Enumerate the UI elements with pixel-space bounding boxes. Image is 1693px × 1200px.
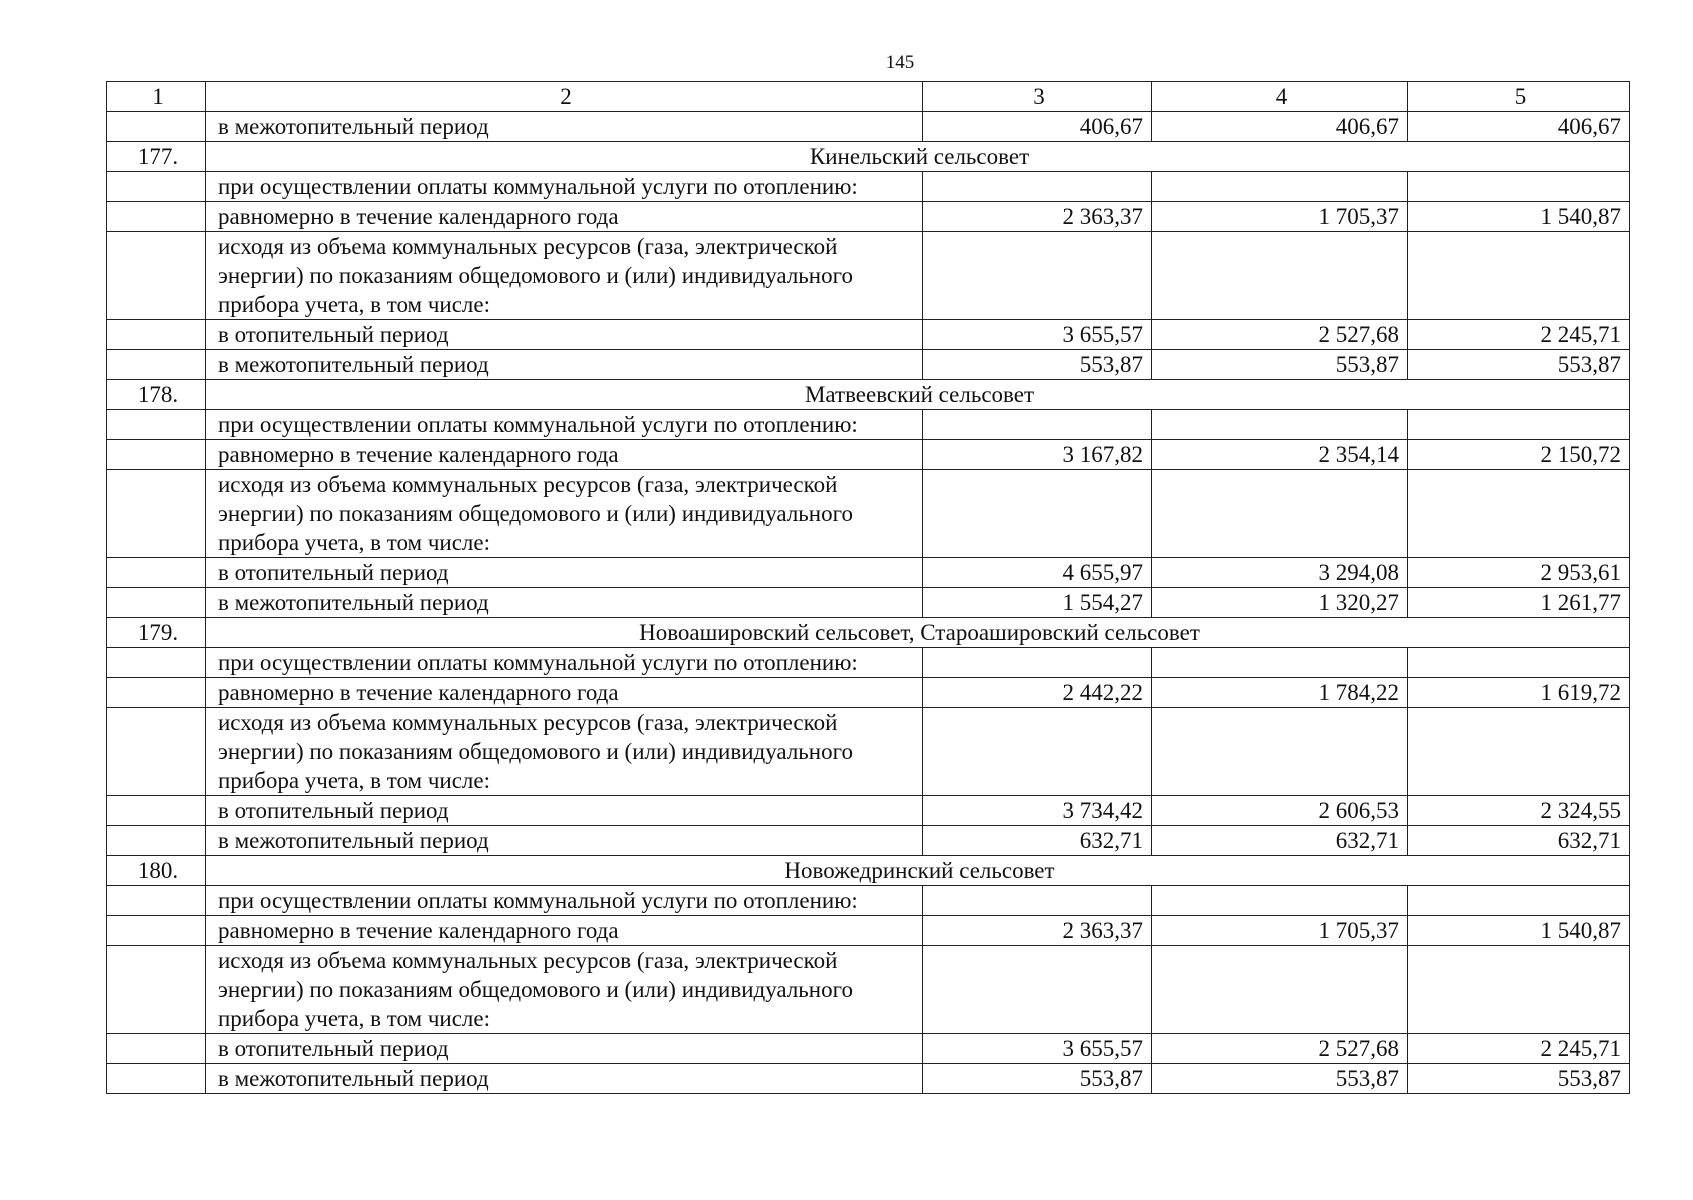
value-cell-col3: 3 655,57: [923, 1034, 1152, 1064]
row-label: при осуществлении оплаты коммунальной услуги по отоплению:: [206, 648, 923, 678]
value-cell-col5: 553,87: [1408, 1064, 1630, 1094]
row-label: равномерно в течение календарного года: [206, 678, 923, 708]
table-row: [107, 470, 1630, 558]
value-cell-col5: 2 150,72: [1408, 440, 1630, 470]
value-cell-col5: 1 619,72: [1408, 678, 1630, 708]
row-number-cell: [107, 440, 206, 470]
value-cell-col3: 3 734,42: [923, 796, 1152, 826]
row-label: равномерно в течение календарного года: [206, 440, 923, 470]
section-header-row: [107, 856, 1630, 886]
table-row: [107, 232, 1630, 320]
value-cell-col3: 406,67: [923, 112, 1152, 142]
value-cell-col5: 1 261,77: [1408, 588, 1630, 618]
table-row: [107, 320, 1630, 350]
row-label: исходя из объема коммунальных ресурсов (газа, электрической энергии) по показаниям общедомового и (или) индивидуального прибора учета, в том числе:: [206, 946, 923, 1034]
tariff-table: [106, 81, 1630, 1094]
header-row: [107, 82, 1630, 112]
value-cell-col3: [923, 648, 1152, 678]
value-cell-col4: 1 705,37: [1152, 916, 1408, 946]
value-cell-col4: [1152, 470, 1408, 558]
value-cell-col5: [1408, 410, 1630, 440]
row-label: в межотопительный период: [206, 588, 923, 618]
row-number-cell: [107, 946, 206, 1034]
table-row: [107, 708, 1630, 796]
header-cell: 3: [923, 82, 1152, 112]
value-cell-col5: 632,71: [1408, 826, 1630, 856]
row-label: при осуществлении оплаты коммунальной услуги по отоплению:: [206, 172, 923, 202]
table-row: [107, 1064, 1630, 1094]
value-cell-col4: [1152, 708, 1408, 796]
row-label: при осуществлении оплаты коммунальной услуги по отоплению:: [206, 410, 923, 440]
value-cell-col4: 3 294,08: [1152, 558, 1408, 588]
row-label: при осуществлении оплаты коммунальной услуги по отоплению:: [206, 886, 923, 916]
value-cell-col4: 406,67: [1152, 112, 1408, 142]
value-cell-col3: [923, 232, 1152, 320]
table-row: [107, 440, 1630, 470]
table-row: [107, 1034, 1630, 1064]
table-body: [107, 82, 1630, 1094]
row-number-cell: [107, 826, 206, 856]
table-row: [107, 648, 1630, 678]
section-header-row: [107, 380, 1630, 410]
section-title: Новоашировский сельсовет, Староашировский сельсовет: [206, 618, 1630, 648]
value-cell-col3: 3 655,57: [923, 320, 1152, 350]
value-cell-col3: [923, 470, 1152, 558]
table-row: [107, 678, 1630, 708]
value-cell-col3: 553,87: [923, 1064, 1152, 1094]
row-label: исходя из объема коммунальных ресурсов (газа, электрической энергии) по показаниям общедомового и (или) индивидуального прибора учета, в том числе:: [206, 470, 923, 558]
row-label: в отопительный период: [206, 1034, 923, 1064]
value-cell-col5: [1408, 470, 1630, 558]
page-number: 145: [885, 52, 915, 73]
section-title: Кинельский сельсовет: [206, 142, 1630, 172]
value-cell-col5: [1408, 708, 1630, 796]
row-label: в межотопительный период: [206, 1064, 923, 1094]
value-cell-col4: [1152, 410, 1408, 440]
row-number-cell: [107, 1034, 206, 1064]
table-row: [107, 112, 1630, 142]
row-label: в межотопительный период: [206, 826, 923, 856]
value-cell-col3: 4 655,97: [923, 558, 1152, 588]
section-title: Новожедринский сельсовет: [206, 856, 1630, 886]
table-row: [107, 172, 1630, 202]
row-number-cell: [107, 112, 206, 142]
section-title: Матвеевский сельсовет: [206, 380, 1630, 410]
row-label: в отопительный период: [206, 558, 923, 588]
value-cell-col5: 1 540,87: [1408, 202, 1630, 232]
value-cell-col4: 553,87: [1152, 350, 1408, 380]
row-number-cell: [107, 648, 206, 678]
section-header-row: [107, 142, 1630, 172]
header-cell: 1: [107, 82, 206, 112]
value-cell-col3: 553,87: [923, 350, 1152, 380]
row-label: в отопительный период: [206, 796, 923, 826]
value-cell-col4: 2 606,53: [1152, 796, 1408, 826]
row-number-cell: [107, 410, 206, 440]
row-number-cell: [107, 558, 206, 588]
value-cell-col4: 553,87: [1152, 1064, 1408, 1094]
value-cell-col4: [1152, 172, 1408, 202]
row-label: равномерно в течение календарного года: [206, 202, 923, 232]
header-cell: 2: [206, 82, 923, 112]
row-number-cell: [107, 916, 206, 946]
row-number-cell: [107, 1064, 206, 1094]
value-cell-col3: [923, 410, 1152, 440]
value-cell-col3: 2 363,37: [923, 202, 1152, 232]
row-number-cell: [107, 232, 206, 320]
value-cell-col4: 2 527,68: [1152, 1034, 1408, 1064]
row-number-cell: [107, 588, 206, 618]
table-row: [107, 916, 1630, 946]
table-row: [107, 946, 1630, 1034]
row-number-cell: [107, 886, 206, 916]
value-cell-col5: [1408, 886, 1630, 916]
value-cell-col5: [1408, 946, 1630, 1034]
value-cell-col4: 2 354,14: [1152, 440, 1408, 470]
table-row: [107, 558, 1630, 588]
value-cell-col3: 2 363,37: [923, 916, 1152, 946]
value-cell-col4: [1152, 232, 1408, 320]
row-label: исходя из объема коммунальных ресурсов (газа, электрической энергии) по показаниям общедомового и (или) индивидуального прибора учета, в том числе:: [206, 708, 923, 796]
section-number: 180.: [107, 856, 206, 886]
row-number-cell: [107, 172, 206, 202]
header-cell: 5: [1408, 82, 1630, 112]
header-cell: 4: [1152, 82, 1408, 112]
row-number-cell: [107, 320, 206, 350]
value-cell-col3: 1 554,27: [923, 588, 1152, 618]
value-cell-col5: [1408, 172, 1630, 202]
value-cell-col5: 406,67: [1408, 112, 1630, 142]
value-cell-col3: 2 442,22: [923, 678, 1152, 708]
value-cell-col3: [923, 708, 1152, 796]
value-cell-col3: [923, 172, 1152, 202]
row-number-cell: [107, 708, 206, 796]
value-cell-col4: 2 527,68: [1152, 320, 1408, 350]
value-cell-col5: 2 245,71: [1408, 1034, 1630, 1064]
value-cell-col4: [1152, 946, 1408, 1034]
section-number: 177.: [107, 142, 206, 172]
value-cell-col5: 2 953,61: [1408, 558, 1630, 588]
value-cell-col4: 632,71: [1152, 826, 1408, 856]
table-row: [107, 796, 1630, 826]
value-cell-col4: 1 705,37: [1152, 202, 1408, 232]
table-row: [107, 202, 1630, 232]
section-header-row: [107, 618, 1630, 648]
value-cell-col3: [923, 946, 1152, 1034]
row-label: равномерно в течение календарного года: [206, 916, 923, 946]
row-label: исходя из объема коммунальных ресурсов (газа, электрической энергии) по показаниям общедомового и (или) индивидуального прибора учета, в том числе:: [206, 232, 923, 320]
table-row: [107, 410, 1630, 440]
table-row: [107, 350, 1630, 380]
row-number-cell: [107, 350, 206, 380]
value-cell-col3: 3 167,82: [923, 440, 1152, 470]
row-number-cell: [107, 202, 206, 232]
section-number: 179.: [107, 618, 206, 648]
row-number-cell: [107, 678, 206, 708]
value-cell-col4: [1152, 648, 1408, 678]
value-cell-col5: [1408, 648, 1630, 678]
row-label: в межотопительный период: [206, 112, 923, 142]
value-cell-col5: 2 324,55: [1408, 796, 1630, 826]
value-cell-col4: 1 784,22: [1152, 678, 1408, 708]
value-cell-col5: [1408, 232, 1630, 320]
value-cell-col4: 1 320,27: [1152, 588, 1408, 618]
value-cell-col5: 553,87: [1408, 350, 1630, 380]
table-row: [107, 826, 1630, 856]
value-cell-col3: 632,71: [923, 826, 1152, 856]
table-row: [107, 886, 1630, 916]
value-cell-col5: 1 540,87: [1408, 916, 1630, 946]
row-number-cell: [107, 470, 206, 558]
row-number-cell: [107, 796, 206, 826]
row-label: в межотопительный период: [206, 350, 923, 380]
value-cell-col4: [1152, 886, 1408, 916]
value-cell-col3: [923, 886, 1152, 916]
section-number: 178.: [107, 380, 206, 410]
row-label: в отопительный период: [206, 320, 923, 350]
table-row: [107, 588, 1630, 618]
value-cell-col5: 2 245,71: [1408, 320, 1630, 350]
